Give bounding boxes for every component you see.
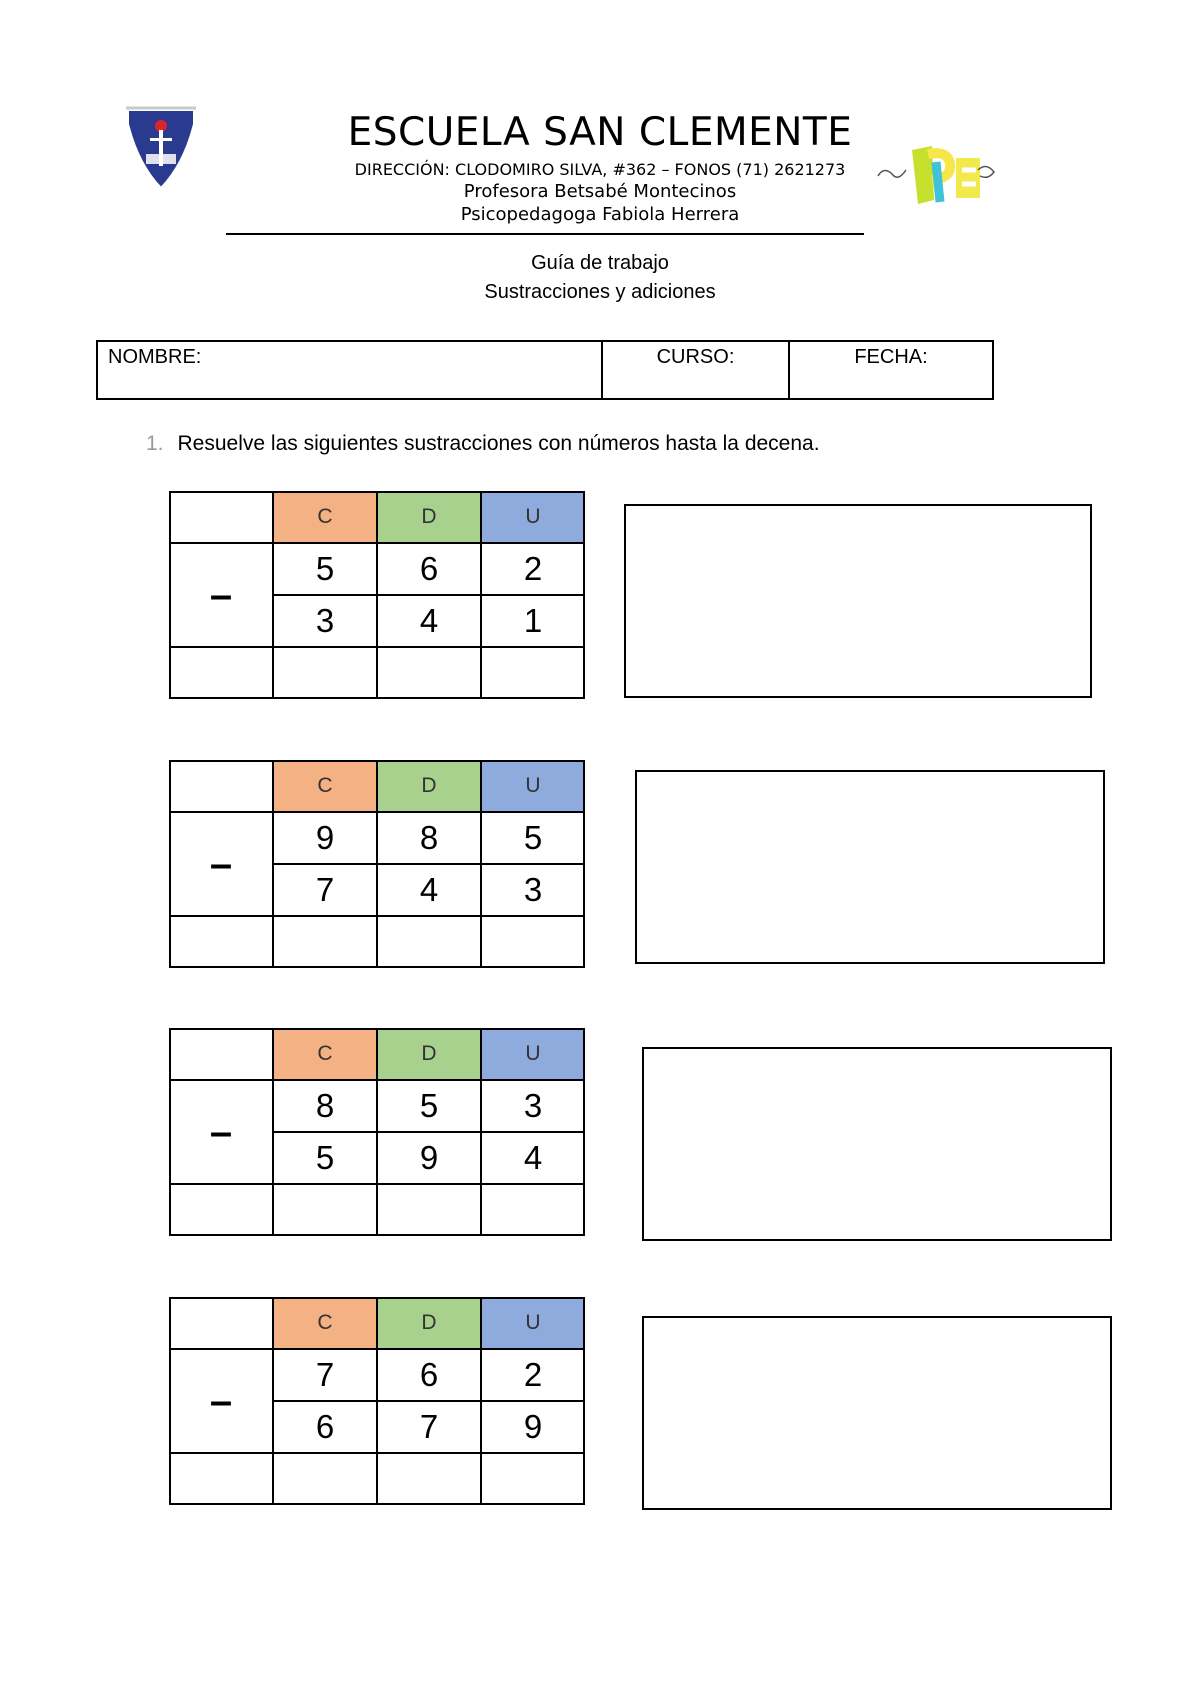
minuend-digit-c: 9 — [273, 812, 377, 864]
minuend-digit-c: 7 — [273, 1349, 377, 1401]
column-header-u: U — [481, 491, 585, 543]
minuend-digit-u: 3 — [481, 1080, 585, 1132]
subtrahend-digit-c: 6 — [273, 1401, 377, 1453]
minuend-digit-u: 5 — [481, 812, 585, 864]
minuend-digit-u: 2 — [481, 1349, 585, 1401]
column-header-u: U — [481, 1028, 585, 1080]
pie-logo — [874, 140, 1002, 208]
subtraction-table-1 — [169, 491, 585, 699]
work-area-box-4[interactable] — [642, 1316, 1112, 1510]
column-header-c: C — [273, 760, 377, 812]
subtraction-table-2 — [169, 760, 585, 968]
subtrahend-digit-u: 4 — [481, 1132, 585, 1184]
minuend-digit-d: 8 — [377, 812, 481, 864]
header-divider — [226, 233, 864, 235]
fecha-label: FECHA: — [854, 346, 928, 368]
work-area-box-2[interactable] — [635, 770, 1105, 964]
result-digit-c[interactable] — [273, 647, 377, 699]
column-header-d: D — [377, 491, 481, 543]
minuend-digit-c: 8 — [273, 1080, 377, 1132]
minus-sign: – — [169, 812, 273, 916]
column-header-c: C — [273, 491, 377, 543]
subtrahend-digit-u: 3 — [481, 864, 585, 916]
minuend-digit-c: 5 — [273, 543, 377, 595]
result-digit-u[interactable] — [481, 1184, 585, 1236]
result-label-cell — [169, 1184, 273, 1236]
nombre-label: NOMBRE: — [108, 346, 202, 368]
result-label-cell — [169, 916, 273, 968]
work-area-box-3[interactable] — [642, 1047, 1112, 1241]
minus-sign: – — [169, 1349, 273, 1453]
guide-subtitle: Sustracciones y adiciones — [484, 281, 716, 303]
fecha-field[interactable] — [790, 342, 992, 398]
result-digit-c[interactable] — [273, 1184, 377, 1236]
minuend-digit-d: 5 — [377, 1080, 481, 1132]
column-header-u: U — [481, 760, 585, 812]
minus-sign: – — [169, 543, 273, 647]
column-header-c: C — [273, 1297, 377, 1349]
subtrahend-digit-d: 4 — [377, 864, 481, 916]
minuend-digit-u: 2 — [481, 543, 585, 595]
result-label-cell — [169, 647, 273, 699]
empty-corner-cell — [169, 1297, 273, 1349]
empty-corner-cell — [169, 1028, 273, 1080]
school-name: ESCUELA SAN CLEMENTE — [347, 110, 853, 155]
result-digit-u[interactable] — [481, 1453, 585, 1505]
subtrahend-digit-d: 9 — [377, 1132, 481, 1184]
result-digit-c[interactable] — [273, 1453, 377, 1505]
subtrahend-digit-d: 4 — [377, 595, 481, 647]
work-area-box-1[interactable] — [624, 504, 1092, 698]
column-header-d: D — [377, 760, 481, 812]
result-digit-u[interactable] — [481, 647, 585, 699]
result-digit-d[interactable] — [377, 916, 481, 968]
instruction — [146, 432, 820, 456]
column-header-c: C — [273, 1028, 377, 1080]
nombre-field[interactable] — [98, 342, 603, 398]
guide-title: Guía de trabajo — [531, 252, 669, 274]
empty-corner-cell — [169, 491, 273, 543]
minus-sign: – — [169, 1080, 273, 1184]
result-digit-d[interactable] — [377, 1453, 481, 1505]
minuend-digit-d: 6 — [377, 543, 481, 595]
subtrahend-digit-c: 7 — [273, 864, 377, 916]
curso-field[interactable] — [603, 342, 790, 398]
subtrahend-digit-c: 5 — [273, 1132, 377, 1184]
instruction-number: 1. — [146, 432, 164, 455]
instruction-text: Resuelve las siguientes sustracciones con números hasta la decena. — [177, 432, 820, 455]
subtrahend-digit-d: 7 — [377, 1401, 481, 1453]
subtrahend-digit-u: 9 — [481, 1401, 585, 1453]
result-digit-c[interactable] — [273, 916, 377, 968]
subtrahend-digit-u: 1 — [481, 595, 585, 647]
psychopedagogue-name: Psicopedagoga Fabiola Herrera — [460, 204, 740, 225]
subtraction-table-3 — [169, 1028, 585, 1236]
teacher-name: Profesora Betsabé Montecinos — [463, 181, 737, 202]
minuend-digit-d: 6 — [377, 1349, 481, 1401]
subtrahend-digit-c: 3 — [273, 595, 377, 647]
school-address: DIRECCIÓN: CLODOMIRO SILVA, #362 – FONOS (71) 2621273 — [354, 160, 846, 179]
column-header-d: D — [377, 1028, 481, 1080]
curso-label: CURSO: — [656, 346, 735, 368]
student-info-table — [96, 340, 994, 400]
result-digit-d[interactable] — [377, 647, 481, 699]
result-digit-d[interactable] — [377, 1184, 481, 1236]
result-digit-u[interactable] — [481, 916, 585, 968]
subtraction-table-4 — [169, 1297, 585, 1505]
column-header-d: D — [377, 1297, 481, 1349]
column-header-u: U — [481, 1297, 585, 1349]
empty-corner-cell — [169, 760, 273, 812]
result-label-cell — [169, 1453, 273, 1505]
